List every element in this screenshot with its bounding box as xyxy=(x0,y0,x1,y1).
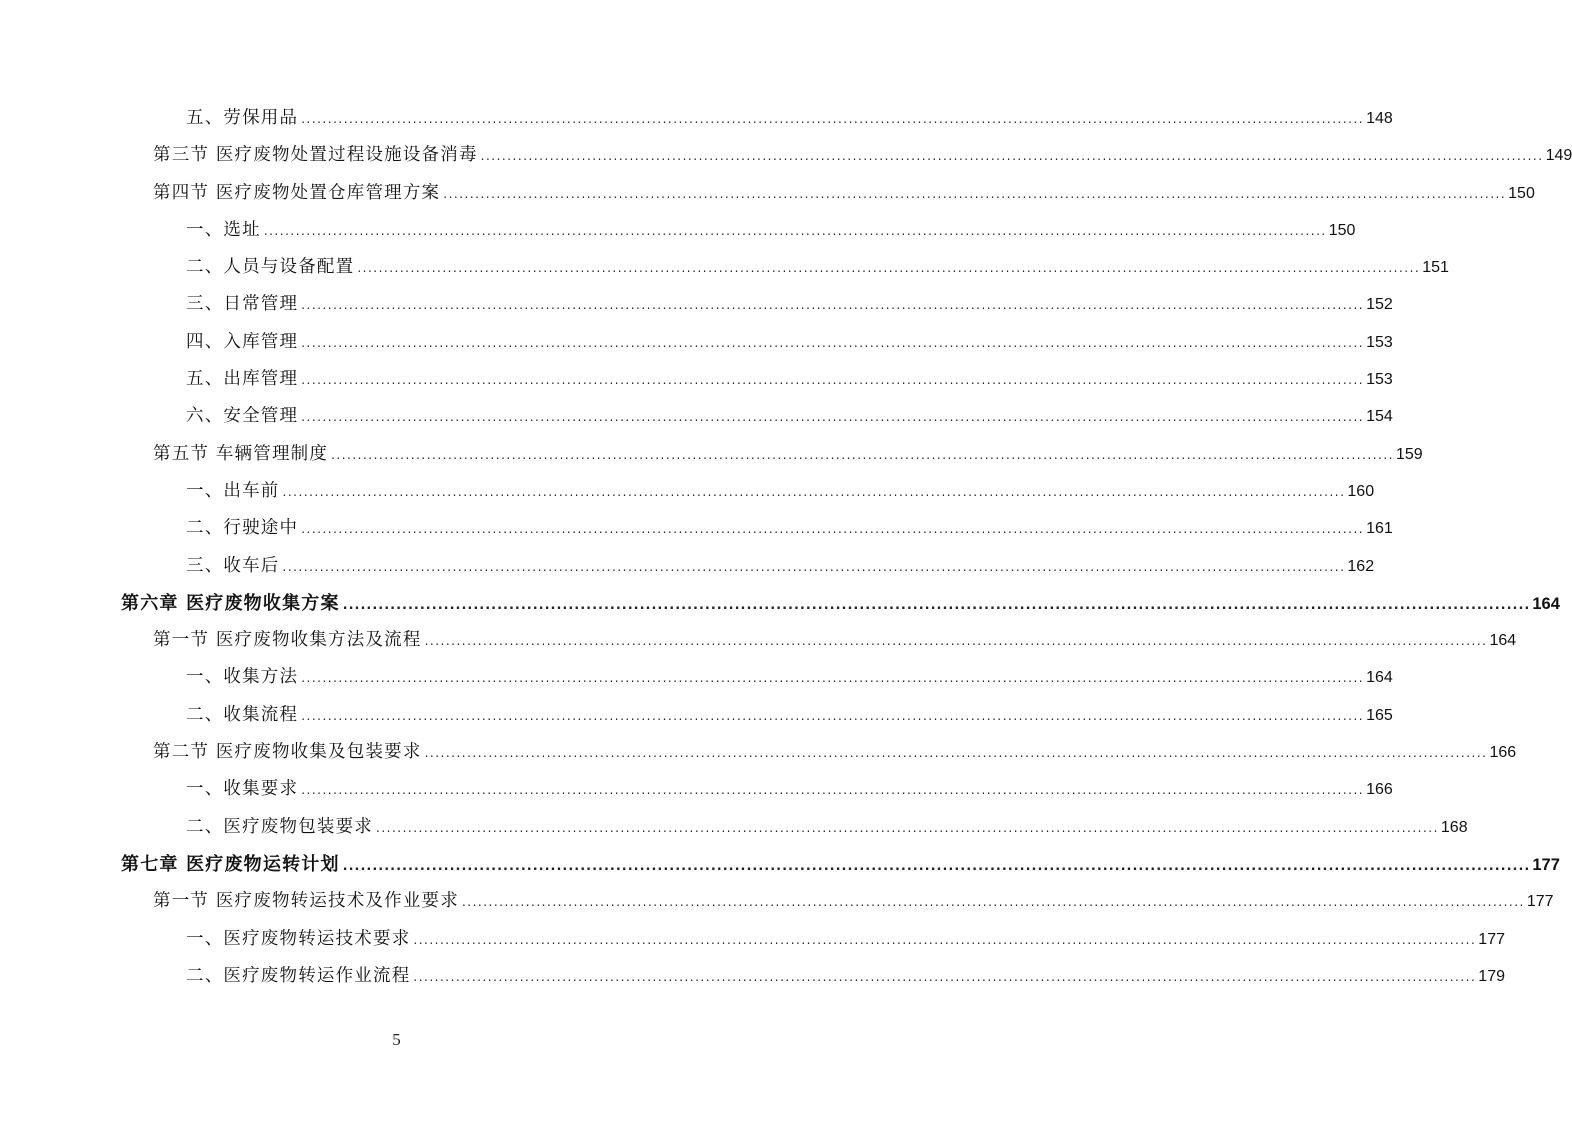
toc-entry[interactable] xyxy=(0,659,1393,696)
toc-entry-title: 五、劳保用品 xyxy=(186,108,299,128)
toc-entry-page: 153 xyxy=(1366,371,1393,389)
toc-entry[interactable] xyxy=(0,436,1423,473)
toc-entry[interactable] xyxy=(0,100,1393,137)
toc-entry-page: 148 xyxy=(1366,110,1393,127)
dot-leader: ........................................................................................................................................................................................................ xyxy=(424,634,1488,649)
dot-leader: ........................................................................................................................................................................................................ xyxy=(413,932,1477,947)
toc-entry-title: 三、收车后 xyxy=(186,555,280,576)
dot-leader: ........................................................................................................................................................................................................ xyxy=(301,373,1365,388)
toc-entry[interactable] xyxy=(0,958,1505,995)
toc-entry-title: 第七章 医疗废物运转计划 xyxy=(121,853,340,875)
toc-entry-title: 第六章 医疗废物收集方案 xyxy=(121,592,340,614)
dot-leader: ........................................................................................................................................................................................................ xyxy=(443,186,1507,201)
dot-leader: ........................................................................................................................................................................................................ xyxy=(331,447,1394,462)
toc-entry-title: 一、医疗废物转运技术要求 xyxy=(186,928,411,949)
toc-entry-title: 第三节 医疗废物处置过程设施设备消毒 xyxy=(153,145,478,166)
toc-entry[interactable] xyxy=(0,697,1393,734)
toc-entry[interactable] xyxy=(0,249,1449,286)
dot-leader: ........................................................................................................................................................................................................ xyxy=(342,597,1531,613)
dot-leader: ........................................................................................................................................................................................................ xyxy=(461,895,1525,910)
toc-entry-page: 177 xyxy=(1532,855,1560,874)
toc-entry-page: 166 xyxy=(1489,744,1517,762)
toc-chapter-entry[interactable] xyxy=(0,585,1560,622)
toc-entry-page: 150 xyxy=(1328,221,1356,239)
toc-entry-page: 151 xyxy=(1422,259,1449,277)
dot-leader: ........................................................................................................................................................................................................ xyxy=(282,484,1346,499)
toc-entry[interactable] xyxy=(0,921,1505,958)
dot-leader: ........................................................................................................................................................................................................ xyxy=(301,708,1365,723)
toc-entry-title: 第五节 车辆管理制度 xyxy=(153,443,329,464)
dot-leader: ........................................................................................................................................................................................................ xyxy=(376,820,1439,835)
toc-entry-title: 一、选址 xyxy=(186,219,261,240)
dot-leader: ........................................................................................................................................................................................................ xyxy=(301,112,1365,126)
toc-entry-title: 二、行驶途中 xyxy=(186,518,299,539)
toc-entry-title: 第一节 医疗废物收集方法及流程 xyxy=(153,630,422,651)
toc-entry-title: 五、出库管理 xyxy=(186,369,299,390)
dot-leader: ........................................................................................................................................................................................................ xyxy=(263,223,1327,238)
toc-entry[interactable] xyxy=(0,361,1393,398)
toc-entry-page: 166 xyxy=(1366,781,1393,799)
page-number: 5 xyxy=(392,1030,401,1049)
toc-entry-page: 149 xyxy=(1545,147,1572,165)
toc-entry[interactable] xyxy=(0,286,1393,323)
toc-entry-title: 一、出车前 xyxy=(186,480,280,501)
toc-entry[interactable] xyxy=(0,809,1468,846)
toc-entry[interactable] xyxy=(0,510,1393,547)
toc-entry[interactable] xyxy=(0,548,1375,585)
toc-entry-title: 三、日常管理 xyxy=(186,294,299,315)
toc-entry-page: 177 xyxy=(1478,930,1505,948)
toc-entry-title: 一、收集要求 xyxy=(186,779,299,800)
dot-leader: ........................................................................................................................................................................................................ xyxy=(301,783,1365,798)
dot-leader: ........................................................................................................................................................................................................ xyxy=(480,149,1544,164)
dot-leader: ........................................................................................................................................................................................................ xyxy=(413,969,1477,984)
toc-entry-page: 150 xyxy=(1508,184,1535,202)
toc-entry-page: 161 xyxy=(1366,520,1393,538)
toc-entry[interactable] xyxy=(0,324,1393,361)
dot-leader: ........................................................................................................................................................................................................ xyxy=(301,335,1365,350)
toc-entry[interactable] xyxy=(0,734,1517,771)
toc-entry-page: 159 xyxy=(1395,445,1423,463)
toc-entry-page: 164 xyxy=(1489,632,1517,650)
dot-leader: ........................................................................................................................................................................................................ xyxy=(282,559,1346,574)
toc-entry-title: 二、医疗废物转运作业流程 xyxy=(186,965,411,986)
toc-entry-page: 153 xyxy=(1366,333,1393,351)
toc-entry-page: 164 xyxy=(1366,669,1393,687)
dot-leader: ........................................................................................................................................................................................................ xyxy=(301,671,1365,686)
toc-entry[interactable] xyxy=(0,398,1393,435)
toc-entry[interactable] xyxy=(0,137,1572,174)
dot-leader: ........................................................................................................................................................................................................ xyxy=(424,746,1488,761)
dot-leader: ........................................................................................................................................................................................................ xyxy=(357,261,1421,276)
toc-entry[interactable] xyxy=(0,622,1517,659)
toc-entry-title: 第四节 医疗废物处置仓库管理方案 xyxy=(153,182,441,203)
toc-entry-page: 168 xyxy=(1440,818,1468,836)
dot-leader: ........................................................................................................................................................................................................ xyxy=(301,410,1365,425)
toc-entry-title: 二、收集流程 xyxy=(186,704,299,725)
toc-entry-page: 160 xyxy=(1347,482,1375,500)
toc-entry-page: 177 xyxy=(1526,893,1554,911)
toc-entry-title: 第二节 医疗废物收集及包装要求 xyxy=(153,742,422,763)
toc-entry-title: 二、医疗废物包装要求 xyxy=(186,816,373,837)
dot-leader: ........................................................................................................................................................................................................ xyxy=(301,298,1365,313)
toc-entry-page: 154 xyxy=(1366,408,1393,426)
toc-entry-title: 一、收集方法 xyxy=(186,667,299,688)
toc-entry[interactable] xyxy=(0,771,1393,808)
dot-leader: ........................................................................................................................................................................................................ xyxy=(301,522,1365,537)
toc-entry-page: 179 xyxy=(1478,967,1505,985)
toc-entry-title: 四、入库管理 xyxy=(186,331,299,352)
table-of-contents xyxy=(0,100,1572,995)
toc-entry-page: 162 xyxy=(1347,557,1375,575)
toc-entry-title: 二、人员与设备配置 xyxy=(186,257,355,278)
dot-leader: ........................................................................................................................................................................................................ xyxy=(342,858,1531,874)
toc-entry-page: 165 xyxy=(1366,706,1393,724)
toc-entry[interactable] xyxy=(0,883,1554,920)
toc-entry-page: 164 xyxy=(1532,594,1560,613)
toc-chapter-entry[interactable] xyxy=(0,846,1560,883)
toc-entry-title: 六、安全管理 xyxy=(186,406,299,427)
toc-entry[interactable] xyxy=(0,175,1535,212)
toc-entry[interactable] xyxy=(0,473,1375,510)
toc-entry[interactable] xyxy=(0,212,1356,249)
toc-entry-page: 152 xyxy=(1366,296,1393,314)
toc-entry-title: 第一节 医疗废物转运技术及作业要求 xyxy=(153,891,459,912)
